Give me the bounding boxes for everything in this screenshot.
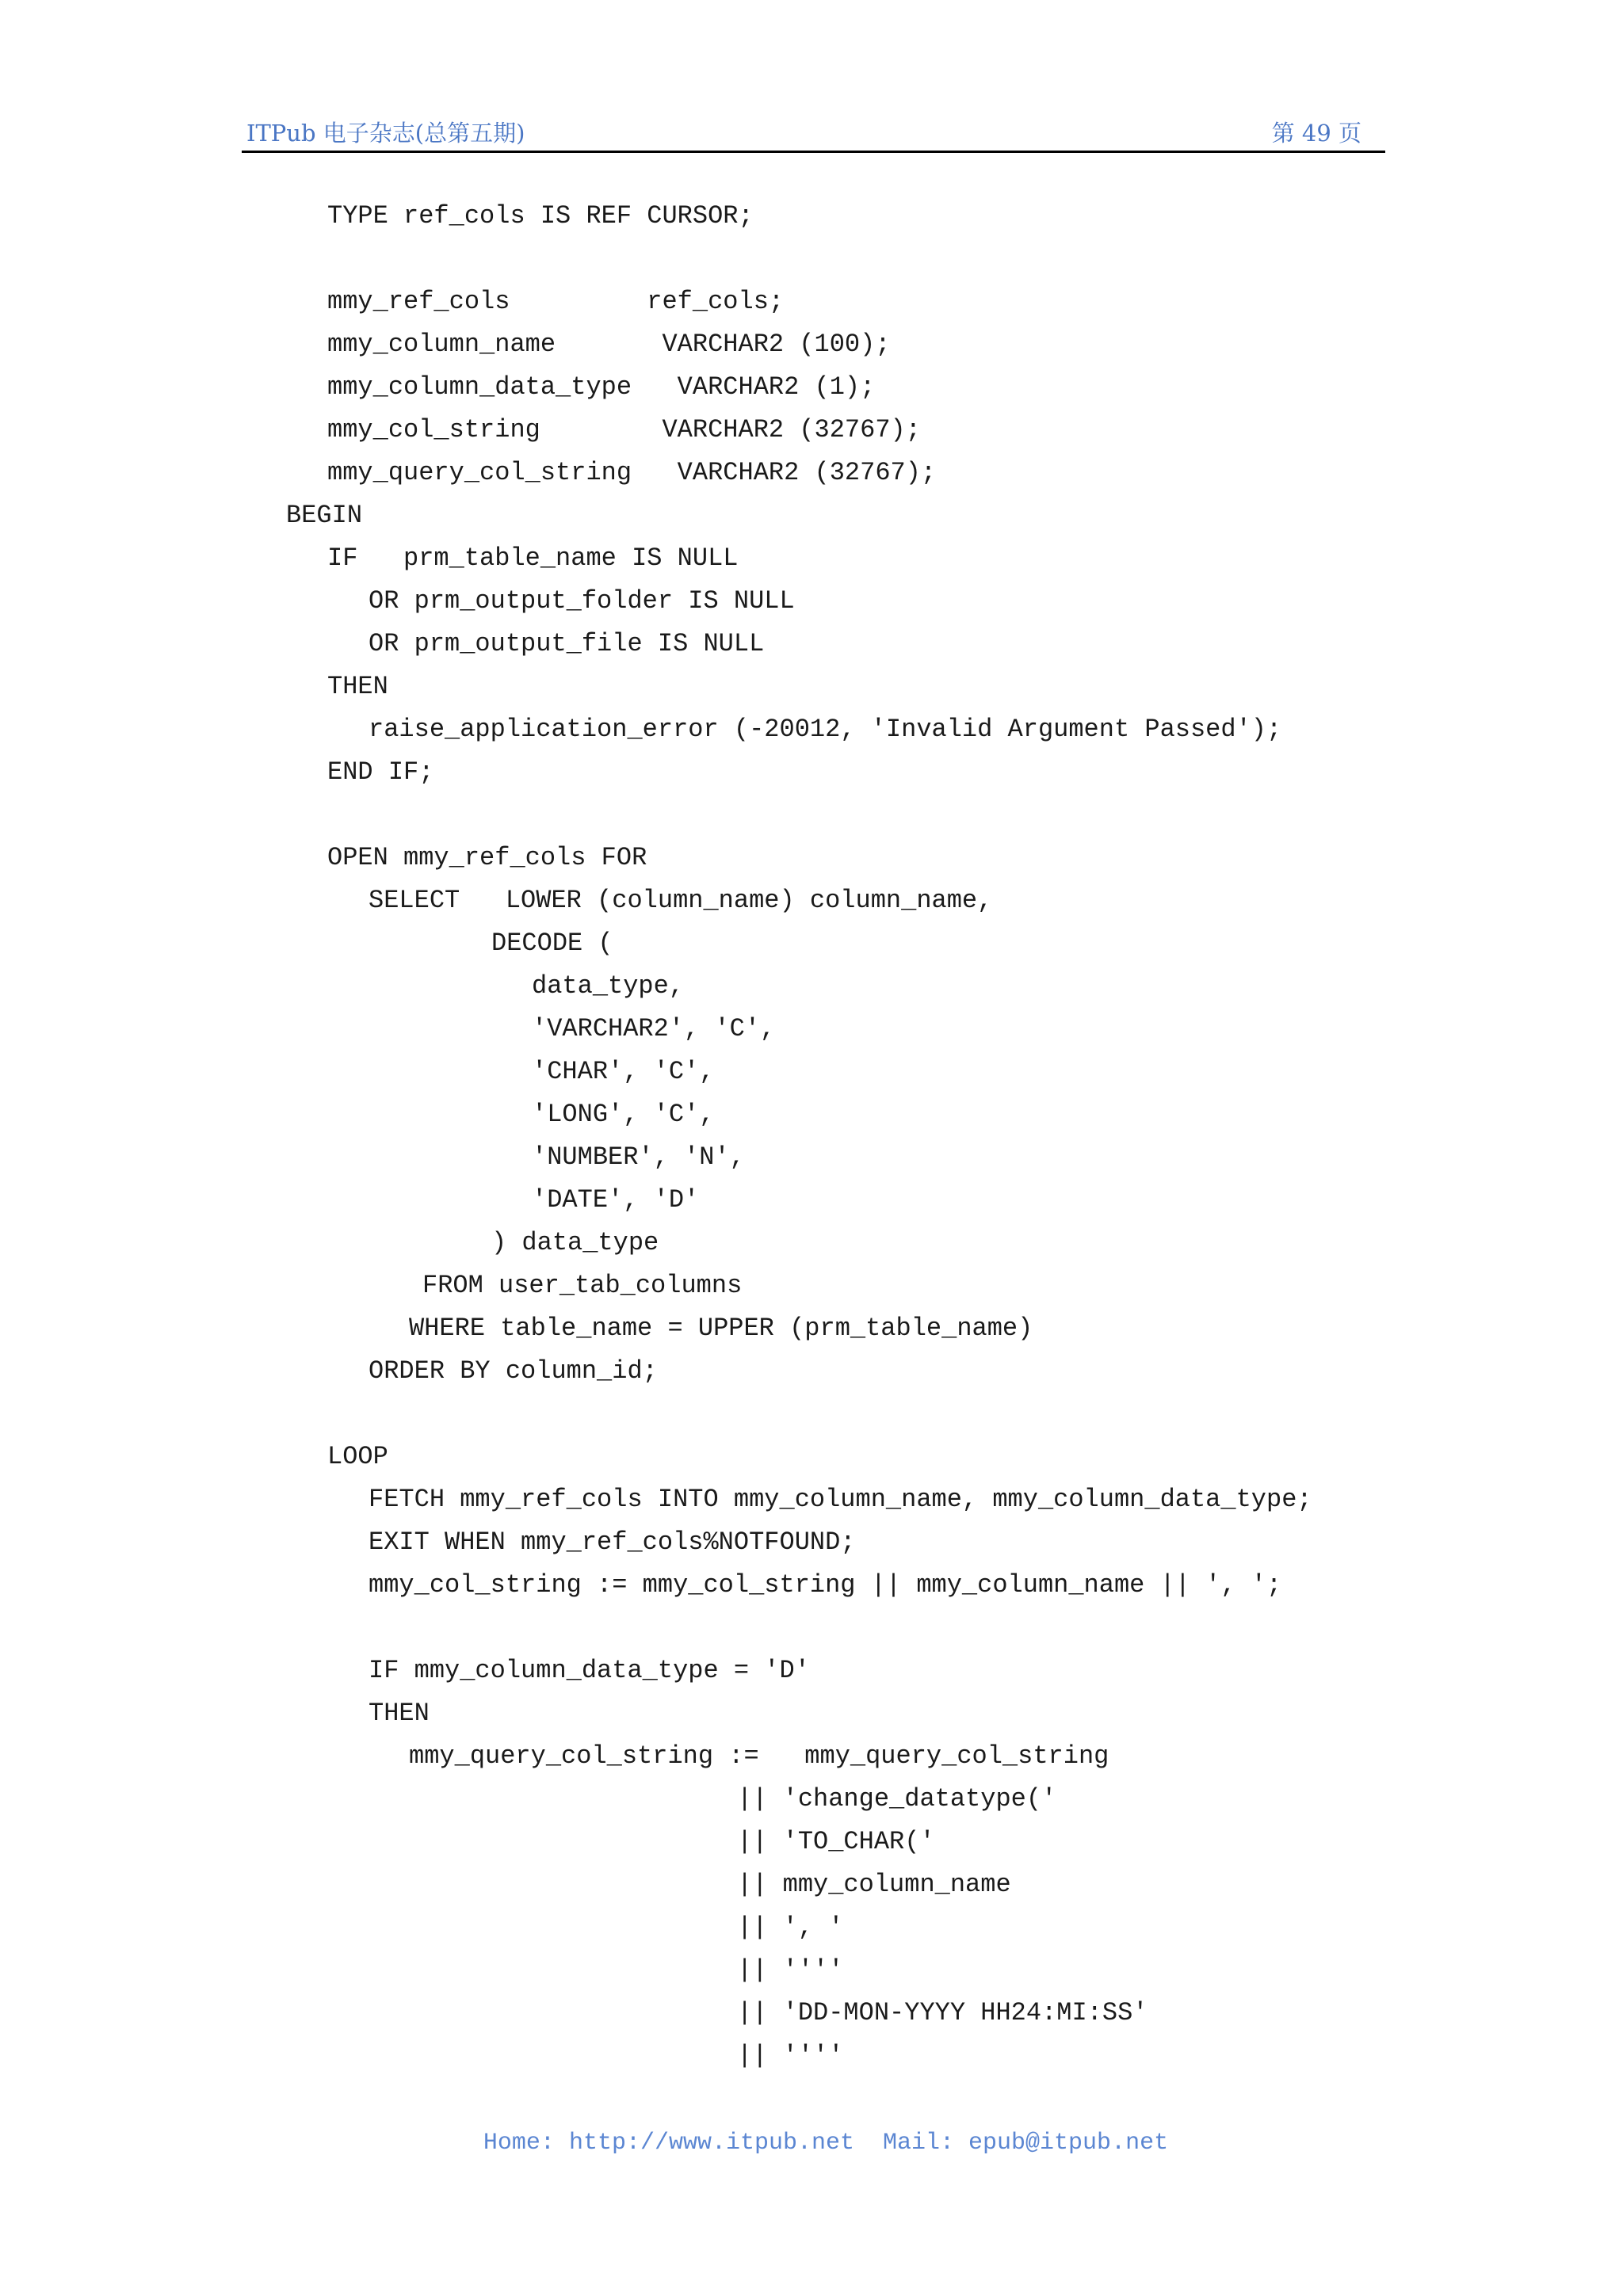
code-line: FROM user_tab_columns xyxy=(422,1271,743,1300)
code-line: || 'change_datatype(' xyxy=(737,1784,1057,1814)
page-number: 第 49 页 xyxy=(1271,120,1361,147)
footer-mail-link[interactable]: Mail: epub@itpub.net xyxy=(883,2130,1169,2157)
code-line: END IF; xyxy=(327,757,434,787)
footer-home-link[interactable]: Home: http://www.itpub.net xyxy=(483,2130,854,2157)
code-line: || 'DD-MON-YYYY HH24:MI:SS' xyxy=(737,1998,1148,2027)
code-line: ) data_type xyxy=(491,1228,659,1257)
code-line: TYPE ref_cols IS REF CURSOR; xyxy=(327,201,754,231)
code-line: WHERE table_name = UPPER (prm_table_name) xyxy=(409,1314,1033,1343)
code-line: mmy_column_name VARCHAR2 (100); xyxy=(327,330,891,359)
page-footer xyxy=(0,2103,1623,2157)
code-line: OR prm_output_folder IS NULL xyxy=(369,586,795,616)
code-line: 'NUMBER', 'N', xyxy=(532,1142,745,1172)
code-line: DECODE ( xyxy=(491,929,613,958)
code-line: 'CHAR', 'C', xyxy=(532,1057,715,1086)
code-line: mmy_col_string VARCHAR2 (32767); xyxy=(327,415,921,444)
code-line: 'LONG', 'C', xyxy=(532,1100,715,1129)
code-line: raise_application_error (-20012, 'Invalid Argument Passed'); xyxy=(369,715,1282,744)
code-line: || '''' xyxy=(737,2041,844,2070)
code-line: THEN xyxy=(369,1699,430,1728)
code-line: mmy_query_col_string := mmy_query_col_string xyxy=(409,1741,1109,1771)
code-line: BEGIN xyxy=(286,501,363,530)
code-line: 'VARCHAR2', 'C', xyxy=(532,1014,776,1043)
code-line: IF mmy_column_data_type = 'D' xyxy=(369,1656,810,1685)
code-line: mmy_ref_cols ref_cols; xyxy=(327,287,785,316)
code-line: OR prm_output_file IS NULL xyxy=(369,629,765,658)
code-line: data_type, xyxy=(532,971,685,1001)
code-line: FETCH mmy_ref_cols INTO mmy_column_name, mmy_column_data_type; xyxy=(369,1485,1312,1514)
code-line: mmy_query_col_string VARCHAR2 (32767); xyxy=(327,458,937,487)
code-line: IF prm_table_name IS NULL xyxy=(327,543,739,573)
code-line: || '''' xyxy=(737,1955,844,1985)
code-line: LOOP xyxy=(327,1442,388,1471)
code-line: || mmy_column_name xyxy=(737,1870,1011,1899)
code-line: mmy_column_data_type VARCHAR2 (1); xyxy=(327,372,876,402)
code-line: SELECT LOWER (column_name) column_name, xyxy=(369,886,993,915)
code-line: OPEN mmy_ref_cols FOR xyxy=(327,843,647,872)
code-line: || 'TO_CHAR(' xyxy=(737,1827,935,1856)
code-line: 'DATE', 'D' xyxy=(532,1185,700,1215)
code-line: ORDER BY column_id; xyxy=(369,1356,658,1386)
magazine-title: ITPub 电子杂志(总第五期) xyxy=(246,120,525,147)
code-line: THEN xyxy=(327,672,388,701)
code-line: || ', ' xyxy=(737,1913,844,1942)
code-line: EXIT WHEN mmy_ref_cols%NOTFOUND; xyxy=(369,1527,856,1557)
code-line: mmy_col_string := mmy_col_string || mmy_column_name || ', '; xyxy=(369,1570,1282,1600)
